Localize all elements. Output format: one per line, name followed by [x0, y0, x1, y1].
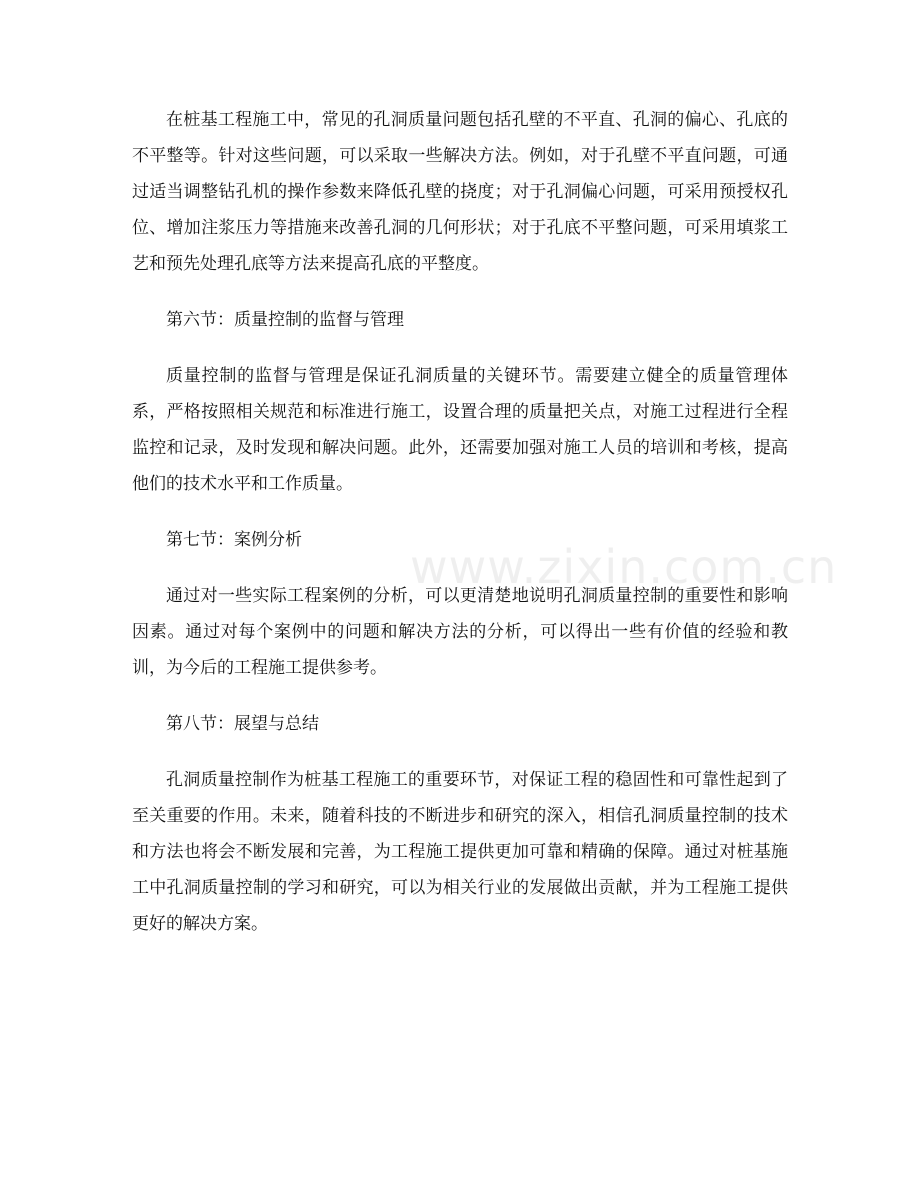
watermark-text: www.zixin.com.cn	[410, 540, 838, 594]
paragraph-outlook-summary: 孔洞质量控制作为桩基工程施工的重要环节，对保证工程的稳固性和可靠性起到了至关重要的作用。未来，随着科技的不断进步和研究的深入，相信孔洞质量控制的技术和方法也将会不断发展和完善，为工程施工提供更加可靠和精确的保障。通过对桩基施工中孔洞质量控制的学习和研究，可以为相关行业的发展做出贡献，并为工程施工提供更好的解决方案。	[132, 770, 788, 934]
section-heading-7: 第七节：案例分析	[166, 530, 302, 550]
document-body	[132, 102, 788, 962]
paragraph-supervision-management: 质量控制的监督与管理是保证孔洞质量的关键环节。需要建立健全的质量管理体系，严格按照相关规范和标准进行施工，设置合理的质量把关点，对施工过程进行全程监控和记录，及时发现和解决问题。此外，还需要加强对施工人员的培训和考核，提高他们的技术水平和工作质量。	[132, 366, 788, 494]
section-heading-8: 第八节：展望与总结	[166, 714, 319, 734]
section-heading-6: 第六节：质量控制的监督与管理	[166, 310, 404, 330]
paragraph-case-analysis: 通过对一些实际工程案例的分析，可以更清楚地说明孔洞质量控制的重要性和影响因素。通过对每个案例中的问题和解决方法的分析，可以得出一些有价值的经验和教训，为今后的工程施工提供参考。	[132, 586, 788, 678]
paragraph-hole-quality-problems: 在桩基工程施工中，常见的孔洞质量问题包括孔壁的不平直、孔洞的偏心、孔底的不平整等。针对这些问题，可以采取一些解决方法。例如，对于孔壁不平直问题，可通过适当调整钻孔机的操作参数来降低孔壁的挠度；对于孔洞偏心问题，可采用预授权孔位、增加注浆压力等措施来改善孔洞的几何形状；对于孔底不平整问题，可采用填浆工艺和预先处理孔底等方法来提高孔底的平整度。	[132, 110, 788, 274]
